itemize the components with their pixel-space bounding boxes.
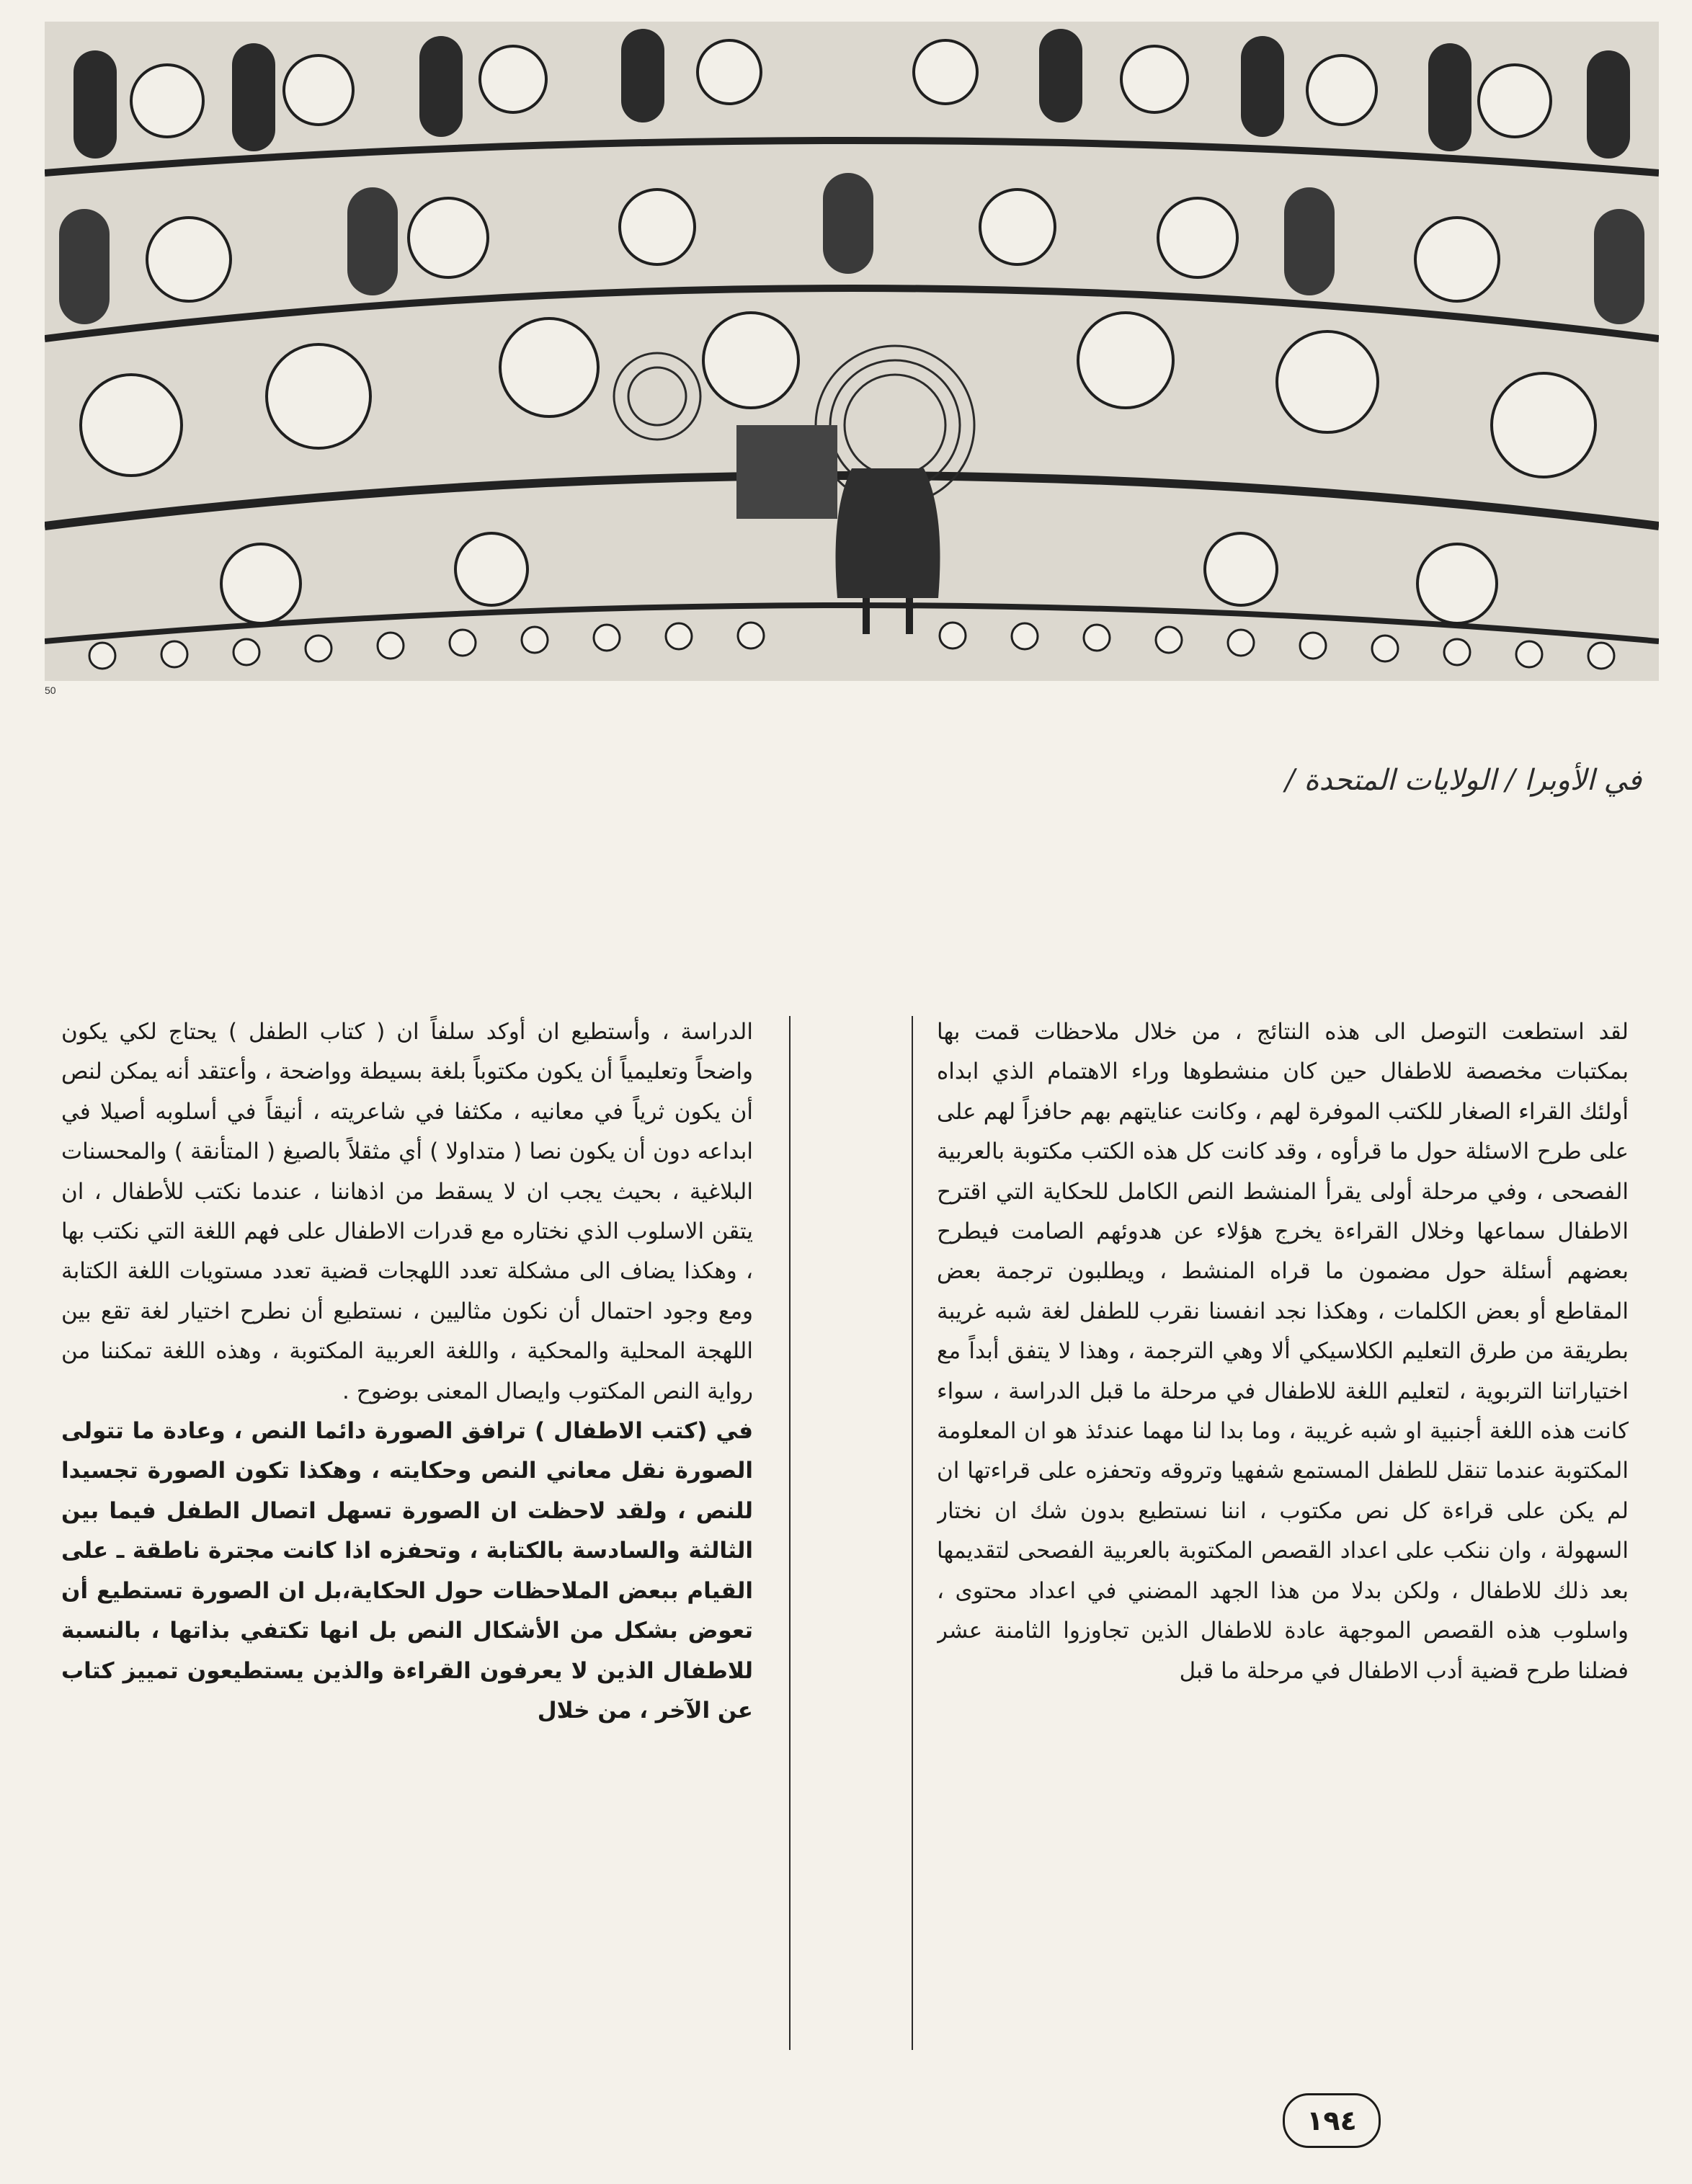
- paragraph: الدراسة ، وأستطيع ان أوكد سلفاً ان ( كتاب الطفل ) يحتاج لكي يكون واضحاً وتعليمياً أن يكون مكتوباً بلغة بسيطة وواضحة ، وأعتقد أنه يمكن لنص أن يكون ثرياً في معانيه ، مكثفا في شاعريته ، أنيقاً في أسلوبه أصيلا في ابداعه دون أن يكون نصا ( متداولا ) أي مثقلاً بالصيغ ( المتأنقة ) والمحسنات البلاغية ، بحيث يجب ان لا يسقط من اذهاننا ، عندما نكتب للأطفال ، ان يتقن الاسلوب الذي نختاره مع قدرات الاطفال على فهم اللغة التي نكتب بها ، وهكذا يضاف الى مشكلة تعدد اللهجات قضية تعدد مستويات اللغة الكتابة ومع وجود احتمال أن نكون مثاليين ، نستطيع أن نطرح اختيار لغة تقع بين اللهجة المحلية والمحكية ، واللغة العربية المكتوبة ، وهذه اللغة تمكننا من رواية النص المكتوب وايصال المعنى بوضوح .: [61, 1019, 753, 1404]
- bold-paragraph: في (كتب الاطفال ) ترافق الصورة دائما النص ، وعادة ما تتولى الصورة نقل معاني النص وحكايته ، وهكذا تكون الصورة تجسيدا للنص ، ولقد لاحظت ان الصورة تسهل اتصال الطفل فيما بين الثالثة والسادسة بالكتابة ، وتحفزه اذا كانت مجترة ناطقة ـ على القيام ببعض الملاحظات حول الحكاية،بل ان الصورة تستطيع أن تعوض بشكل من الأشكال النص بل انها تكتفي بذاتها ، بالنسبة للاطفال الذين لا يعرفون القراءة والذين يستطيعون تمييز كتاب عن الآخر ، من خلال: [61, 1418, 753, 1724]
- plate-number: 50: [45, 685, 56, 696]
- column-divider-left: [789, 1016, 791, 2050]
- image-caption: في الأوبرا / الولايات المتحدة /: [1285, 764, 1642, 797]
- opera-crowd-icon: [45, 22, 1659, 681]
- page-number: ١٩٤: [1283, 2093, 1381, 2148]
- opera-illustration: [45, 22, 1659, 681]
- paragraph: لقد استطعت التوصل الى هذه النتائج ، من خلال ملاحظات قمت بها بمكتبات مخصصة للاطفال حين كان منشطوها وراء الاهتمام الذي ابداه أولئك القراء الصغار للكتب الموفرة لهم ، وكانت عنايتهم بهم حافزاً لهم على على طرح الاسئلة حول ما قرأوه ، وقد كانت كل هذه الكتب مكتوبة بالعربية الفصحى ، وفي مرحلة أولى يقرأ المنشط النص الكامل للحكاية التي اقترح الاطفال سماعها وخلال القراءة يخرج هؤلاء عن هدوئهم الصامت فيطرح بعضهم أسئلة حول مضمون ما قراه المنشط ، ويطلبون ترجمة بعض المقاطع أو بعض الكلمات ، وهكذا نجد انفسنا نقرب للطفل لغة شبه غريبة بطريقة من طرق التعليم الكلاسيكي ألا وهي الترجمة ، وهذا لا يتفق أبداً مع اختياراتنا التربوية ، لتعليم اللغة للاطفال في مرحلة ما قبل الدراسة ، سواء كانت هذه اللغة أجنبية او شبه غريبة ، وما بدا لنا مهما عندئذ هو ان المعلومة المكتوبة عندما تنقل للطفل المستمع شفهيا وتروقه وتحفزه على قراءتها ان لم يكن على قراءة كل نص مكتوب ، اننا نستطيع بدون شك ان نختار السهولة ، وان ننكب على اعداد القصص المكتوبة بالعربية الفصحى لتقديمها بعد ذلك للاطفال ، ولكن بدلا من هذا الجهد المضني في اعداد محتوى ، واسلوب هذه القصص الموجهة عادة للاطفال الذين تجاوزوا الثامنة عشر فضلنا طرح قضية أدب الاطفال في مرحلة ما قبل: [937, 1019, 1629, 1684]
- article-column-right: [937, 1012, 1629, 2043]
- article-column-left: [61, 1012, 753, 2043]
- column-divider-right: [912, 1016, 913, 2050]
